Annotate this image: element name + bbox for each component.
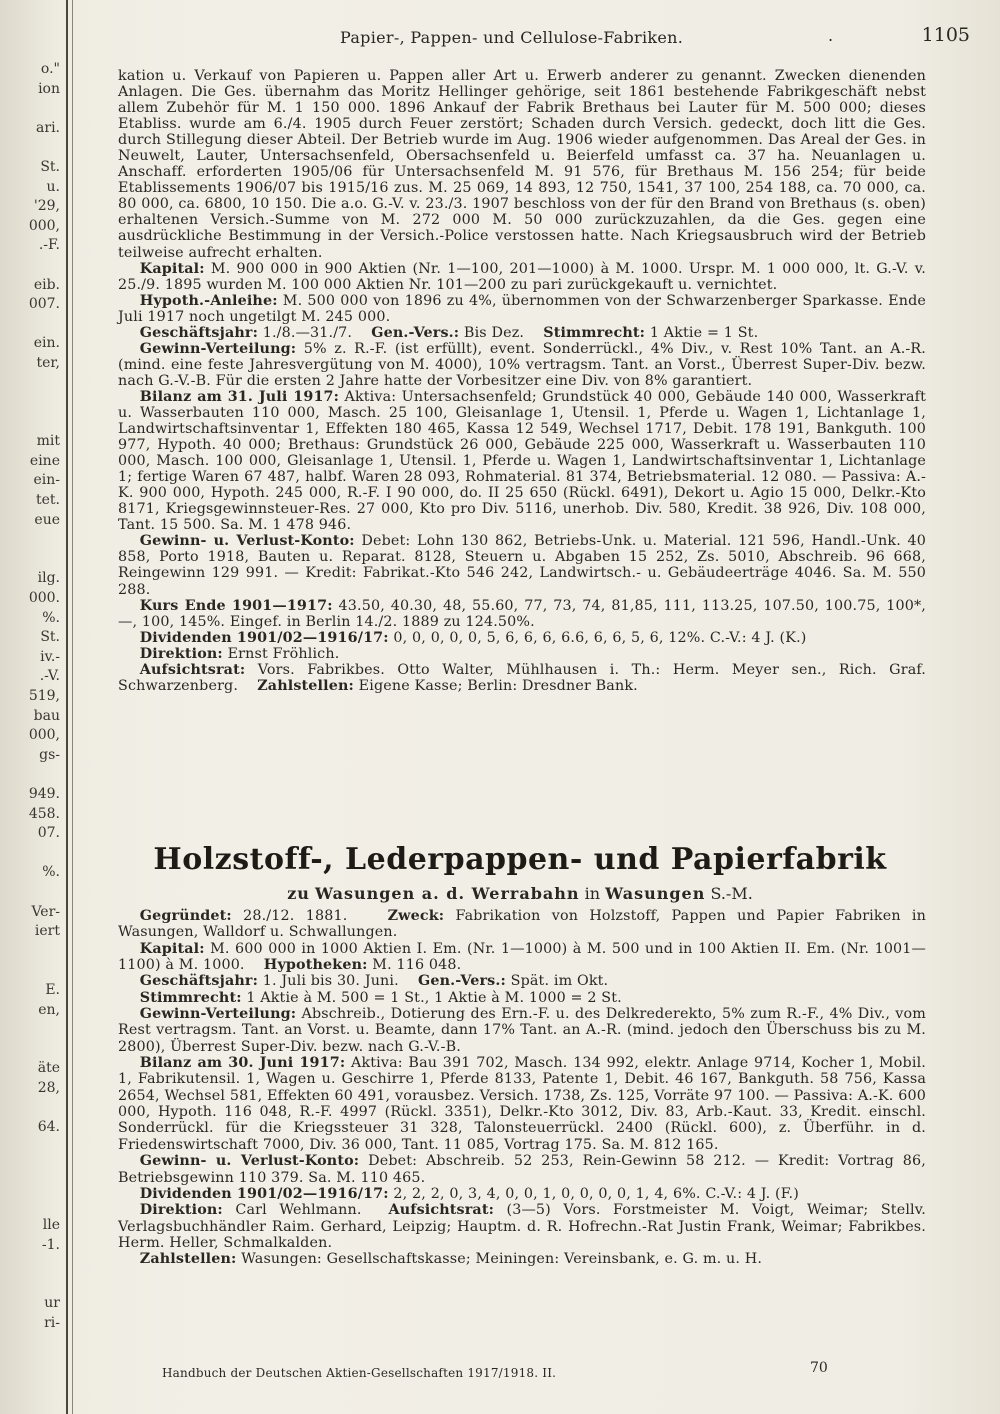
company1-kapital: Kapital: M. 900 000 in 900 Aktien (Nr. 1—100, 201—1000) à M. 1000. Urspr. M. 1 000 000, lt. G.-V. v. 25./9. 1895 wurden M. 100 000 Aktien Nr. 101—200 zu pari zurückgekauft u. vernichtet. — [118, 260, 927, 293]
company1-gewinn-verlust: Gewinn- u. Verlust-Konto: Debet: Lohn 130 862, Betriebs-Unk. u. Material. 121 596, Handl.-Unk. 40 858, Porto 1918, Bauten u. Reparat. 8128, Steuern u. Abgaben 15 252, Zs. 5010, Abschreib. 96 668, Reingewinn 129 991. — Kredit: Fabrikat.-Kto 546 242, Landwirtsch.- u. Gebäudeerträge 4046. Sa. M. 550 288. — [118, 533, 926, 598]
left-fragment-line — [0, 942, 64, 962]
left-fragment-line: 000, — [28, 727, 60, 744]
left-fragment-line — [0, 256, 64, 276]
header-dot: . — [828, 26, 834, 45]
company2-zahlstellen: Zahlstellen: Wasungen: Gesellschaftskasse; Meiningen: Vereinsbank, e. G. m. u. H. — [139, 1251, 763, 1268]
left-fragment-line: iert — [34, 923, 60, 940]
page-number: 1105 — [921, 24, 970, 46]
left-fragment-line: bau — [33, 707, 60, 724]
company1-gewinnverteilung: Gewinn-Verteilung: 5% z. R.-F. (ist erfüllt), event. Sonderrückl., 4% Div., v. Rest 10% Tant. an A.-R. (mind. eine feste Jahresvergütung von M. 4000), 10% vertragsm. Tant. an Vorst., Überrest Super-Div. bezw. nach G.-V.-B. Für die ersten 2 Jahre hatte der Vorbesitzer eine Div. von 8% garantiert. — [118, 340, 926, 389]
left-fragment-line — [0, 413, 64, 433]
left-fragment-line: äte — [37, 1060, 60, 1077]
left-fragment-line: St. — [40, 629, 60, 646]
left-fragment-line — [0, 99, 64, 119]
left-fragment-line — [0, 1040, 64, 1060]
left-fragment-line — [0, 1255, 64, 1275]
left-fragment-line: E. — [45, 981, 60, 998]
left-fragment-line — [0, 138, 64, 158]
company2-kapital: Kapital: M. 600 000 in 1000 Aktien I. Em. (Nr. 1—1000) à M. 500 und in 100 Aktien II. Em. (Nr. 1001—1100) à M. 1000. Hypotheken: M. 116 048. — [118, 940, 927, 974]
left-fragment-line: ur — [44, 1295, 60, 1312]
left-fragment-line — [0, 315, 64, 335]
left-fragment-line: ri- — [44, 1315, 60, 1331]
left-fragment-line: Ver- — [31, 903, 60, 920]
left-fragment-line — [0, 1196, 64, 1216]
company1-aufsichtsrat: Aufsichtsrat: Vors. Fabrikbes. Otto Walter, Mühlhausen i. Th.: Herm. Meyer sen., Rich. Graf. Schwarzenberg. Zahlstellen: Eigene Kasse; Berlin: Dresdner Bank. — [118, 661, 926, 694]
left-fragment-line: ari. — [36, 119, 60, 136]
running-title: Papier-, Pappen- und Cellulose-Fabriken. — [340, 28, 684, 47]
left-fragment-line — [0, 765, 64, 785]
company1-hypothek: Hypoth.-Anleihe: M. 500 000 von 1896 zu 4%, übernommen von der Schwarzenberger Sparkasse. Ende Juli 1917 noch ungetilgt M. 245 000. — [118, 292, 926, 325]
left-fragment-line — [0, 393, 64, 413]
gutter-rule — [66, 0, 68, 1414]
left-fragment-line: 519, — [28, 688, 60, 704]
left-fragment-line: ter, — [36, 354, 60, 371]
left-fragment-line — [0, 1275, 64, 1295]
left-fragment-line: iv.- — [40, 648, 60, 665]
left-fragment-line: eib. — [33, 276, 60, 293]
left-fragment-line — [0, 374, 64, 394]
left-page-fragments — [0, 60, 64, 1334]
left-fragment-line — [0, 1157, 64, 1177]
left-fragment-line: %. — [42, 864, 60, 881]
company2-entry — [118, 908, 926, 1268]
gutter-rule-secondary — [72, 0, 73, 1414]
left-fragment-line: en, — [38, 1001, 60, 1018]
left-fragment-line: '29, — [33, 198, 60, 215]
left-fragment-line: gs- — [39, 746, 60, 763]
company1-bilanz: Bilanz am 31. Juli 1917: Aktiva: Untersachsenfeld; Grundstück 40 000, Gebäude 140 000, Wasserkraft u. Wasserbauten 110 000, Masch. 25 100, Gleisanlage 1, Utensil. 1, Pferde u. Wagen 1, Lichtanlage 1, Landwirtschaftsinventar 1, Effekten 180 465, Kassa 12 549, Wechsel 1717, Debit. 178 191, Bankguth. 100 977, Hypoth. 40 000; Brethaus: Grundstück 26 000, Gebäude 225 000, Wasserkraft u. Wasserbauten 110 000, Masch. 100 000, Gleisanlage 1, Utensil. 1, Pferde u. Wagen 1, Landwirtschaftsinventar 1, Lichtanlage 1; fertige Waren 67 487, halbf. Waren 28 093, Rohmaterial. 81 374, Betriebsmaterial. 12 080. — Passiva: A.-K. 900 000, Hypoth. 245 000, R.-F. I 90 000, do. II 25 650 (Rückl. 6491), Dekort u. Agio 15 000, Delkr.-Kto 8171, Kriegsgewinnsteuer-Res. 27 000, Kto pro Div. 5116, unerhob. Div. 580, Kredit. 38 926, Div. 108 000, Tant. 15 500. Sa. M. 1 478 946. — [118, 388, 926, 534]
left-fragment-line: ein- — [33, 472, 60, 489]
left-fragment-line — [0, 1138, 64, 1158]
company2-direktion: Direktion: Carl Wehlmann. Aufsichtsrat: (3—5) Vors. Forstmeister M. Voigt, Weimar; Stellv. Verlagsbuchhändler Raim. Gerhard, Leipzig; Hauptm. d. R. Hofrechn.-Rat Justin Frank, Weimar; Fabrikbes. Herm. Heller, Schmalkalden. — [118, 1202, 926, 1251]
company2-dividenden: Dividenden 1901/02—1916/17: 2, 2, 2, 0, 3, 4, 0, 0, 1, 0, 0, 0, 0, 1, 4, 6%. C.-V.: 4 J. (F.) — [139, 1185, 799, 1202]
left-fragment-line: o." — [40, 61, 60, 77]
page-footer — [162, 1360, 862, 1386]
left-fragment-line: 000. — [28, 590, 60, 607]
company2-stimmrecht: Stimmrecht: 1 Aktie à M. 500 = 1 St., 1 Aktie à M. 1000 = 2 St. — [139, 989, 622, 1006]
company1-geschaeftsjahr: Geschäftsjahr: 1./8.—31./7. Gen.-Vers.: Bis Dez. Stimmrecht: 1 Aktie = 1 St. — [139, 324, 759, 341]
left-fragment-line: .-F. — [38, 237, 60, 254]
left-fragment-line: 07. — [37, 825, 60, 842]
left-fragment-line: mit — [36, 433, 60, 450]
left-fragment-line: ilg. — [37, 570, 60, 587]
company1-dividenden: Dividenden 1901/02—1916/17: 0, 0, 0, 0, 0, 5, 6, 6, 6, 6.6, 6, 6, 5, 6, 12%. C.-V.: 4 J. (K.) — [139, 629, 807, 646]
left-fragment-line — [0, 1098, 64, 1118]
left-fragment-line: ion — [38, 80, 60, 97]
company2-heading: Holzstoff-, Lederpappen- und Papierfabrik — [153, 842, 887, 877]
left-fragment-line: .-V. — [39, 668, 60, 685]
left-fragment-line: 007. — [28, 296, 60, 313]
left-fragment-line — [0, 844, 64, 864]
left-fragment-line: St. — [40, 158, 60, 175]
left-fragment-line: ein. — [33, 335, 60, 352]
left-fragment-line — [0, 961, 64, 981]
left-fragment-line: 28, — [37, 1079, 60, 1096]
left-fragment-line — [0, 883, 64, 903]
left-fragment-line: %. — [42, 609, 60, 626]
company1-description: kation u. Verkauf von Papieren u. Pappen aller Art u. Erwerb anderer zu genannt. Zwecken dienenden Anlagen. Die Ges. übernahm das Moritz Hellinger gehörige, seit 1861 bestehende Fabrikgeschäft nebst allem Zubehör für M. 1 150 000. 1896 Ankauf der Fabrik Brethaus bei Lauter für M. 500 000; dieses Etabliss. wurde am 6./4. 1905 durch Feuer zerstört; Schaden durch Versich. gedeckt, doch litt die Ges. durch Stillegung dieser Abteil. Der Betrieb wurde im Aug. 1906 wieder aufgenommen. Das Areal der Ges. in Neuwelt, Lauter, Untersachsenfeld, Obersachsenfeld u. Beierfeld umfasst ca. 37 ha. Neuanlagen u. Anschaff. erforderten 1905/06 für Untersachsenfeld M. 91 576, für Brethaus M. 156 254; für beide Etablissements 1906/07 bis 1915/16 zus. M. 25 069, 14 893, 12 750, 1541, 37 100, 254 188, ca. 70 000, ca. 80 000, ca. 6800, 10 150. Die a.o. G.-V. v. 23./3. 1907 beschloss von der für den Brand von Brethaus (s. oben) erhaltenen Versich.-Summe von M. 272 000 M. 50 000 zurückzuzahlen, da die Ges. gegen eine ausdrückliche Bestimmung in der Versich.-Police verstossen hatte. Nach Kriegsausbruch wird der Betrieb teilweise aufrecht erhalten. — [118, 68, 926, 261]
left-fragment-line: eue — [34, 511, 60, 528]
left-fragment-line: u. — [46, 178, 60, 195]
company2-subheading: zu Wasungen a. d. Werrabahn in Wasungen S.-M. — [287, 884, 753, 903]
left-fragment-line: tet. — [36, 492, 60, 509]
company1-entry — [118, 68, 926, 694]
left-fragment-line: eine — [29, 452, 60, 469]
company1-kurs: Kurs Ende 1901—1917: 43.50, 40.30, 48, 55.60, 77, 73, 74, 81,85, 111, 113.25, 107.50, 100.75, 100*, —, 100, 145%. Eingef. in Berlin 14./2. 1889 zu 124.50%. — [118, 597, 926, 630]
left-fragment-line — [0, 530, 64, 550]
left-fragment-line — [0, 550, 64, 570]
left-fragment-line: -1. — [41, 1236, 60, 1253]
left-fragment-line: 949. — [28, 785, 60, 802]
company2-gewinn-verlust: Gewinn- u. Verlust-Konto: Debet: Abschreib. 52 253, Rein-Gewinn 58 212. — Kredit: Vortrag 86, Betriebsgewinn 110 379. Sa. M. 110 465. — [118, 1153, 926, 1186]
left-fragment-line: 000, — [28, 217, 60, 234]
source-line: Handbuch der Deutschen Aktien-Gesellschaften 1917/1918. II. — [162, 1366, 557, 1380]
left-fragment-line — [0, 1177, 64, 1197]
company2-geschaeftsjahr: Geschäftsjahr: 1. Juli bis 30. Juni. Gen.-Vers.: Spät. im Okt. — [139, 973, 609, 990]
left-fragment-line: lle — [42, 1217, 60, 1234]
left-fragment-line: 64. — [37, 1119, 60, 1136]
company1-direktion: Direktion: Ernst Fröhlich. — [139, 645, 340, 662]
company2-bilanz: Bilanz am 30. Juni 1917: Aktiva: Bau 391 702, Masch. 134 992, elektr. Anlage 9714, Kocher 1, Mobil. 1, Fabrikutensil. 1, Wagen u. Geschirre 1, Pferde 8133, Patente 1, Debit. 46 167, Bankguth. 58 756, Kassa 2654, Wechsel 581, Effekten 60 491, vorausbez. Versich. 1738, Zs. 125, Vorräte 97 100. — Passiva: A.-K. 600 000, Hypoth. 116 048, R.-F. 4997 (Rückl. 3351), Delkr.-Kto 3012, Div. 83, Arb.-Kaut. 33, Kredit. einschl. Sonderrückl. für die Kriegssteuer 31 328, Talonsteuerrückl. 2400 (Rückl. 600), z. Überführ. in d. Friedenswirtschaft 7000, Div. 36 000, Tant. 11 085, Vortrag 175. Sa. M. 812 165. — [118, 1055, 926, 1153]
signature-mark: 70 — [810, 1360, 828, 1376]
company2-gewinnverteilung: Gewinn-Verteilung: Abschreib., Dotierung des Ern.-F. u. des Delkrederekto, 5% zum R.-F., 4% Div., vom Rest vertragsm. Tant. an Vorst. u. Beamte, dann 17% Tant. an A.-R. (mind. jedoch den Überschuss bis zu M. 2800), Überrest Super-Div. bezw. nach G.-V.-B. — [118, 1006, 927, 1055]
left-fragment-line: 458. — [28, 805, 60, 822]
page-header — [90, 24, 980, 50]
company2-gegruendet: Gegründet: 28./12. 1881. Zweck: Fabrikation von Holzstoff, Pappen und Papier Fabriken in Wasungen, Walldorf u. Schwallungen. — [118, 908, 927, 941]
left-fragment-line — [0, 1020, 64, 1040]
